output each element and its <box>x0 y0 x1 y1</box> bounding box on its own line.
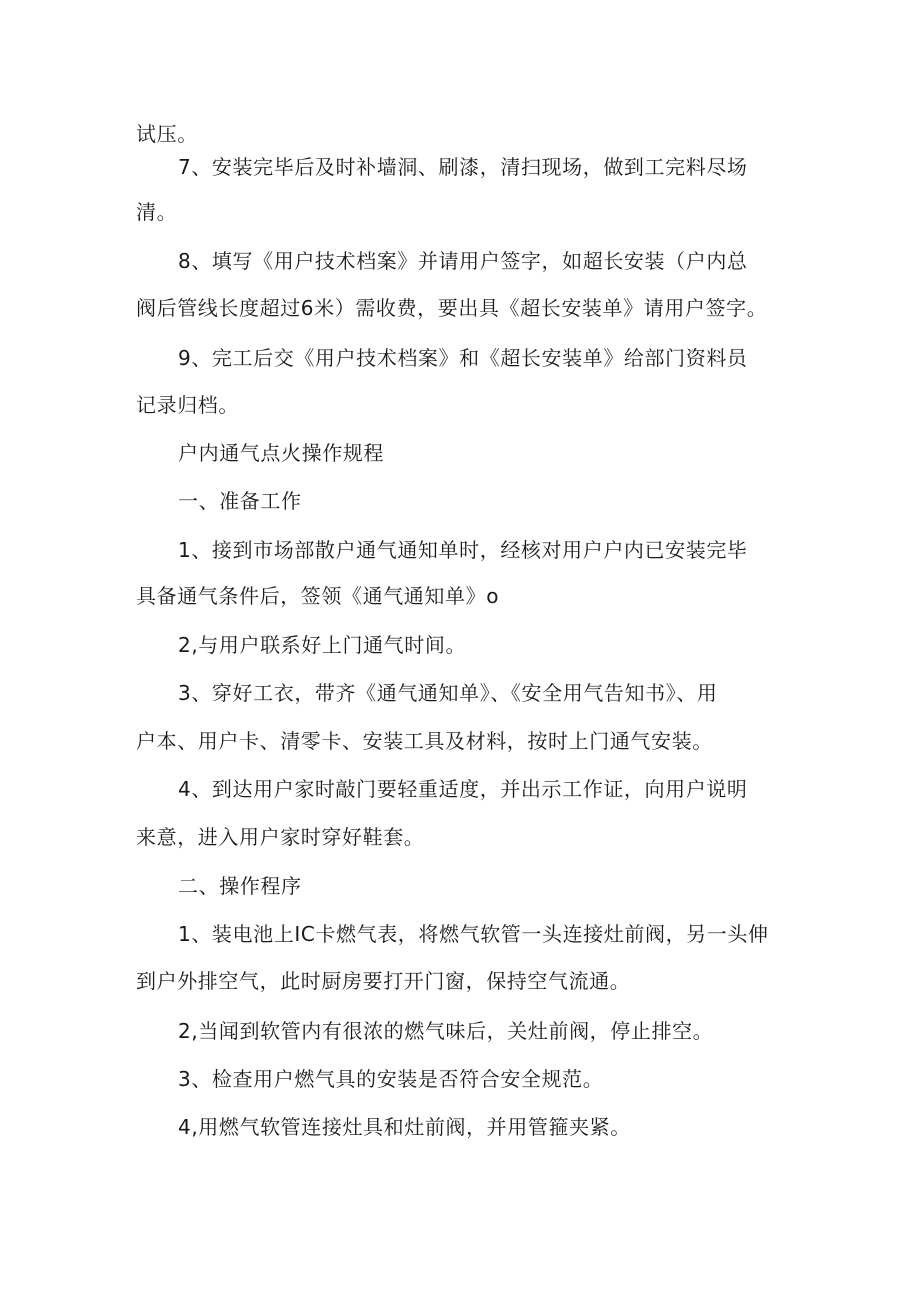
text-line-prep-4: 4、到达用户家时敲门要轻重适度，并出示工作证，向用户说明 <box>178 777 748 801</box>
text-line-proc-1-cont: 到户外排空气，此时厨房要打开门窗，保持空气流通。 <box>136 969 631 993</box>
text-line-item-7: 7、安装完毕后及时补墙洞、刷漆，清扫现场，做到工完料尽场 <box>178 155 748 179</box>
text-line-proc-2: 2,当闻到软管内有很浓的燃气味后，关灶前阀，停止排空。 <box>178 1019 714 1043</box>
text-line-prep-1: 1、接到市场部散户通气通知单时，经核对用户户内已安装完毕 <box>178 538 748 562</box>
text-line-prep-3: 3、穿好工衣，带齐《通气通知单》、《安全用气告知书》、用 <box>178 681 718 705</box>
text-line-prep-4-cont: 来意，进入用户家时穿好鞋套。 <box>136 825 425 849</box>
section-title: 户内通气点火操作规程 <box>178 441 384 465</box>
text-line-prep-3-cont: 户本、用户卡、清零卡、安装工具及材料，按时上门通气安装。 <box>136 729 713 753</box>
text-line-continuation: 试压。 <box>136 122 198 146</box>
text-line-item-7-cont: 清。 <box>136 200 178 224</box>
text-line-prep-2: 2,与用户联系好上门通气时间。 <box>178 633 467 657</box>
text-line-item-9: 9、完工后交《用户技术档案》和《超长安装单》给部门资料员 <box>178 346 748 370</box>
text-line-proc-4: 4,用燃气软管连接灶具和灶前阀，并用管箍夹紧。 <box>178 1115 631 1139</box>
text-line-item-8-cont: 阀后管线长度超过6米）需收费，要出具《超长安装单》请用户签字。 <box>136 296 768 320</box>
subsection-heading-preparation: 一、准备工作 <box>178 489 302 513</box>
text-line-proc-3: 3、检查用户燃气具的安装是否符合安全规范。 <box>178 1067 604 1091</box>
text-line-item-8: 8、填写《用户技术档案》并请用户签字，如超长安装（户内总 <box>178 249 748 273</box>
text-line-item-9-cont: 记录归档。 <box>136 393 239 417</box>
subsection-heading-procedure: 二、操作程序 <box>178 874 302 898</box>
text-line-proc-1: 1、装电池上IC卡燃气表，将燃气软管一头连接灶前阀，另一头伸 <box>178 922 769 946</box>
text-line-prep-1-cont: 具备通气条件后，签领《通气通知单》o <box>136 584 500 608</box>
